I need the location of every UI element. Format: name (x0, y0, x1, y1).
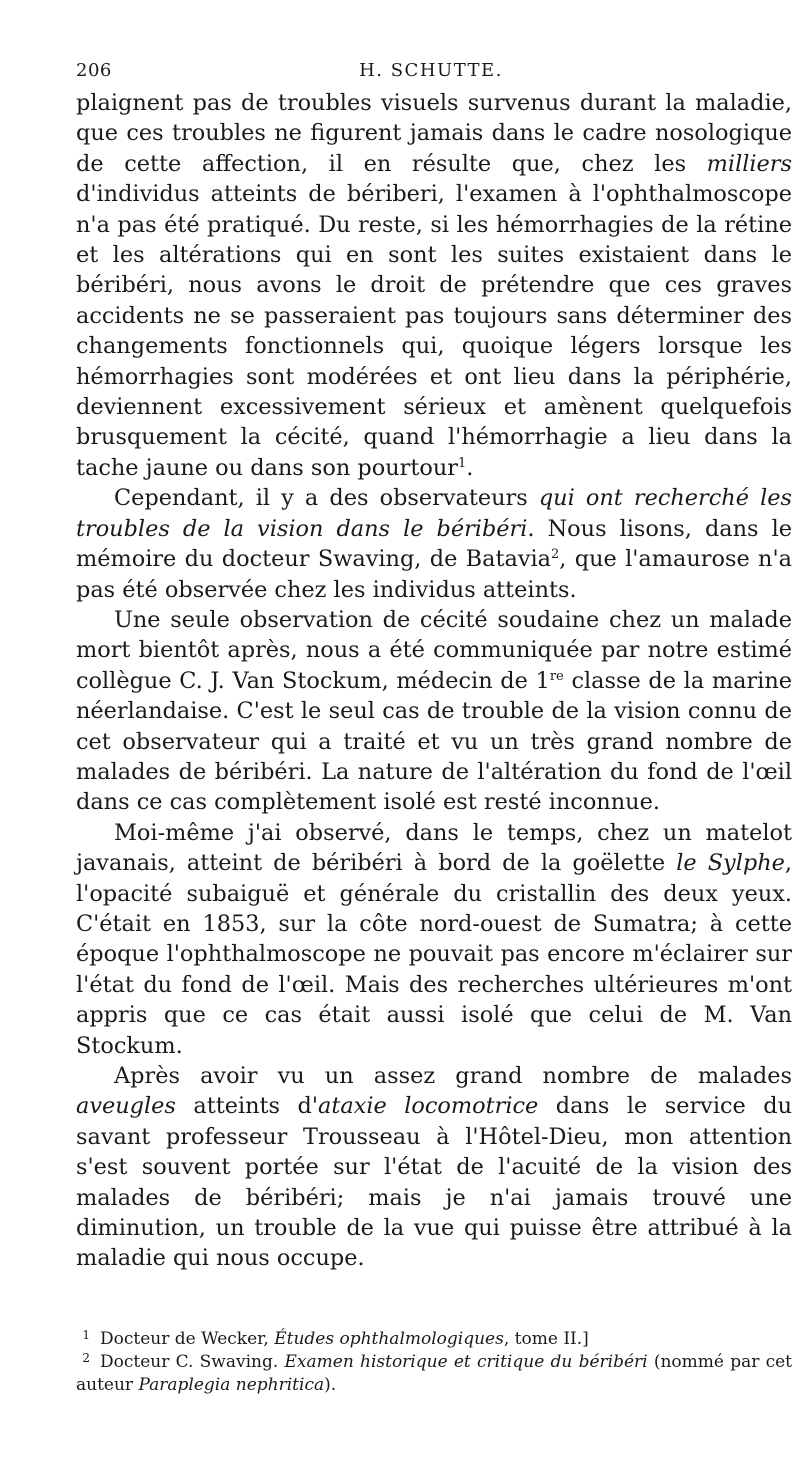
footnotes (76, 1328, 792, 1397)
paragraph-5 (76, 1061, 792, 1274)
paragraph-4-text: Moi-même j'ai observé, dans le temps, chez un matelot javanais, atteint de béribéri à bord de la goëlette (76, 819, 792, 877)
paragraph-2-italic: qui ont recherché les troubles de la vision dans le béribéri (76, 485, 792, 542)
footnote-2-italic: Examen historique et critique du béribéri (284, 1352, 648, 1372)
paragraph-4-text-2: , l'opacité subaiguë et générale du cristallin des deux yeux. C'était en 1853, sur la côte nord-ouest de Sumatra; à cette époque l'ophthalmoscope ne pouvait pas encore m'éclairer sur l'état du fond de l'œil. Mais des recherches ultérieures m'ont appris que ce cas était aussi isolé que celui de M. Van Stockum. (76, 850, 792, 1059)
paragraph-5-italic-2: ataxie locomotrice (318, 1093, 539, 1120)
paragraph-1-end: . (466, 454, 474, 481)
footnote-1: 1 Docteur de Wecker, Études ophthalmologiques, tome II.] (82, 1328, 589, 1349)
paragraph-4-italic: le Sylphe (676, 850, 785, 877)
running-head: H. SCHUTTE. (359, 60, 503, 81)
paragraph-4 (76, 818, 792, 1061)
footnote-1-italic: Études ophthalmologiques (274, 1329, 504, 1349)
paragraph-2 (76, 483, 792, 605)
footnote-1-text-2: , tome II.] (503, 1329, 589, 1349)
paragraph-1-text: plaignent pas de troubles visuels survenus durant la maladie, que ces troubles ne figurent jamais dans le cadre nosologique de cette affection, il en résulte que, chez les (76, 90, 792, 177)
paragraph-3 (76, 605, 792, 818)
footnote-ref-2: 2 (551, 547, 560, 563)
paragraph-3-text-2: classe de la marine néerlandaise. C'est le seul cas de trouble de la vision connu de cet observateur qui a traité et vu un très grand nombre de malades de béribéri. La nature de l'altération du fond de l'œil dans ce cas complètement isolé est resté inconnue. (76, 667, 792, 816)
ordinal-superscript: re (549, 668, 564, 684)
footnote-2-italic-2: Paraplegia nephritica (138, 1375, 325, 1395)
footnote-2-text-2: (nommé par cet auteur (76, 1352, 792, 1395)
footnote-2: 2 Docteur C. Swaving. Examen historique et critique du béribéri (nommé par cet auteur Paraplegia nephritica). (76, 1351, 792, 1395)
paragraph-5-italic: aveugles (76, 1093, 176, 1120)
paragraph-2-text-3: , que l'amaurose n'a pas été observée chez les individus atteints. (76, 546, 792, 603)
footnote-2-text-3: ). (324, 1375, 337, 1395)
page-header (76, 60, 786, 84)
paragraph-1 (76, 88, 792, 483)
paragraph-2-text: Cependant, il y a des observateurs (114, 485, 539, 512)
page-number: 206 (76, 60, 112, 81)
paragraph-1-text-2: d'individus atteints de bériberi, l'examen à l'ophthalmoscope n'a pas été pratiqué. Du reste, si les hémorrhagies de la rétine et les altérations qui en sont les suites existaient dans le béribéri, nous avons le droit de prétendre que ces graves accidents ne se passeraient pas toujours sans déterminer des changements fonctionnels qui, quoique légers lorsque les hémorrhagies sont modérées et ont lieu dans la périphérie, deviennent excessivement sérieux et amènent quelquefois brusquement la cécité, quand l'hémorrhagie a lieu dans la tache jaune ou dans son pourtour (76, 181, 792, 481)
footnote-ref-1: 1 (457, 455, 467, 471)
paragraph-5-text-2: atteints d' (175, 1093, 319, 1120)
footnote-1-text: Docteur de Wecker, (100, 1329, 275, 1349)
paragraph-2-text-2: . Nous lisons, dans le mémoire du docteur Swaving, de Batavia (76, 515, 792, 573)
paragraph-5-text-3: dans le service du savant professeur Trousseau à l'Hôtel-Dieu, mon attention s'est souvent portée sur l'état de l'acuité de la vision des malades de béribéri; mais je n'ai jamais trouvé une diminution, un trouble de la vue qui puisse être attribué à la maladie qui nous occupe. (76, 1093, 793, 1272)
footnote-2-text: Docteur C. Swaving. (100, 1352, 285, 1372)
paragraph-1-italic: milliers (706, 150, 792, 177)
paragraph-3-text: Une seule observation de cécité soudaine chez un malade mort bientôt après, nous a été communiquée par notre estimé collègue C. J. Van Stockum, médecin de 1 (76, 606, 792, 694)
paragraph-5-text: Après avoir vu un assez grand nombre de malades (114, 1063, 792, 1089)
body-text (76, 88, 792, 1274)
